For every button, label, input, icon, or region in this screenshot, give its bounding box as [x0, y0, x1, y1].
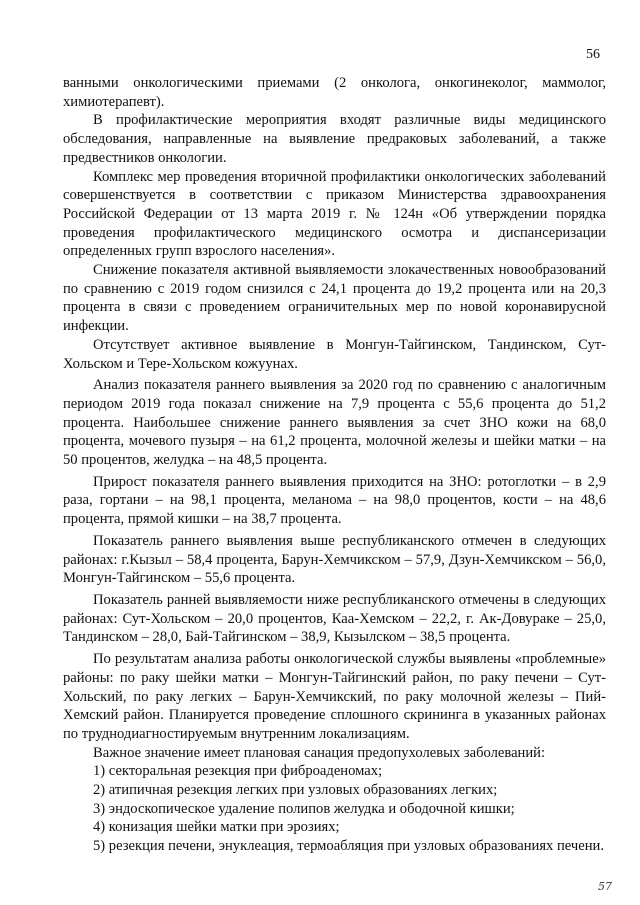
list-item-conization: 4) конизация шейки матки при эрозиях;	[93, 819, 340, 836]
handwritten-page-mark: 57	[598, 880, 612, 893]
list-item-liver-resection: 5) резекция печени, энуклеация, термоабляция при узловых образованиях печени.	[93, 838, 604, 855]
paragraph-early-detection-analysis: Анализ показателя раннего выявления за 2020 год по сравнению с аналогичным периодом 2019 года показал снижение на 7,9 процента с 55,6 процента до 51,2 процента. Наибольшее снижение раннего выявления за счет ЗНО кожи на 68,0 процента, мочевого пузыря – на 61,2 процента, молочной железы и шейки матки – на 50 процентов, желудка – на 48,5 процента.	[63, 377, 606, 469]
list-item-atypical-resection: 2) атипичная резекция легких при узловых образованиях легких;	[93, 782, 498, 799]
list-item-sectoral-resection: 1) секторальная резекция при фиброаденомах;	[93, 763, 383, 780]
paragraph-early-detection-growth: Прирост показателя раннего выявления приходится на ЗНО: ротоглотки – в 2,9 раза, гортани – на 98,1 процента, меланома – на 98,0 процентов, кости – на 48,6 процента, прямой кишки – на 38,7 процента.	[63, 473, 606, 528]
paragraph-secondary-prevention: Комплекс мер проведения вторичной профилактики онкологических заболеваний совершенствуется в соответствии с приказом Министерства здравоохранения Российской Федерации от 13 марта 2019 г. № 124н «Об утверждении порядка проведения профилактического медицинского осмотра и диспансеризации определенных групп взрослого населения».	[63, 168, 606, 260]
paragraph-continuation: ванными онкологическими приемами (2 онколога, онкогинеколог, маммолог, химиотерапевт).	[63, 75, 606, 110]
list-item-endoscopic-removal: 3) эндоскопическое удаление полипов желудка и ободочной кишки;	[93, 800, 515, 817]
paragraph-below-average-districts: Показатель ранней выявляемости ниже республиканского отмечены в следующих районах: Сут-Хольском – 20,0 процентов, Каа-Хемском – 22,2, г. Ак-Довураке – 25,0, Тандинском – 28,0, Бай-Тайгинском – 38,9, Кызылском – 38,5 процента.	[63, 591, 606, 646]
paragraph-active-detection-decline: Снижение показателя активной выявляемости злокачественных новообразований по сравнению с 2019 годом снизился с 24,1 процента до 19,2 процента или на 20,3 процента в связи с проведением ограничительных мер по новой коронавирусной инфекции.	[63, 262, 606, 335]
paragraph-above-average-districts: Показатель раннего выявления выше республиканского отмечен в следующих районах: г.Кызыл – 58,4 процента, Барун-Хемчикском – 57,9, Дзун-Хемчикском – 56,0, Монгун-Тайгинском – 55,6 процента.	[63, 532, 606, 587]
paragraph-problem-districts: По результатам анализа работы онкологической службы выявлены «проблемные» районы: по раку шейки матки – Монгун-Тайгинский район, по раку печени – Сут-Хольский, по раку легких – Барун-Хемчикский, по раку молочной железы – Пий-Хемский район. Планируется проведение сплошного скрининга в указанных районах по труднодиагностируемым внутренним локализациям.	[63, 651, 606, 742]
paragraph-sanation-intro: Важное значение имеет плановая санация предопухолевых заболеваний:	[93, 744, 546, 761]
paragraph-no-active-detection: Отсутствует активное выявление в Монгун-Тайгинском, Тандинском, Сут-Хольском и Тере-Хольском кожуунах.	[63, 336, 606, 372]
page-number: 56	[586, 47, 600, 62]
document-body	[63, 74, 606, 856]
paragraph-preventive-measures: В профилактические мероприятия входят различные виды медицинского обследования, направленные на выявление предраковых заболеваний, а также предвестников онкологии.	[63, 112, 606, 166]
